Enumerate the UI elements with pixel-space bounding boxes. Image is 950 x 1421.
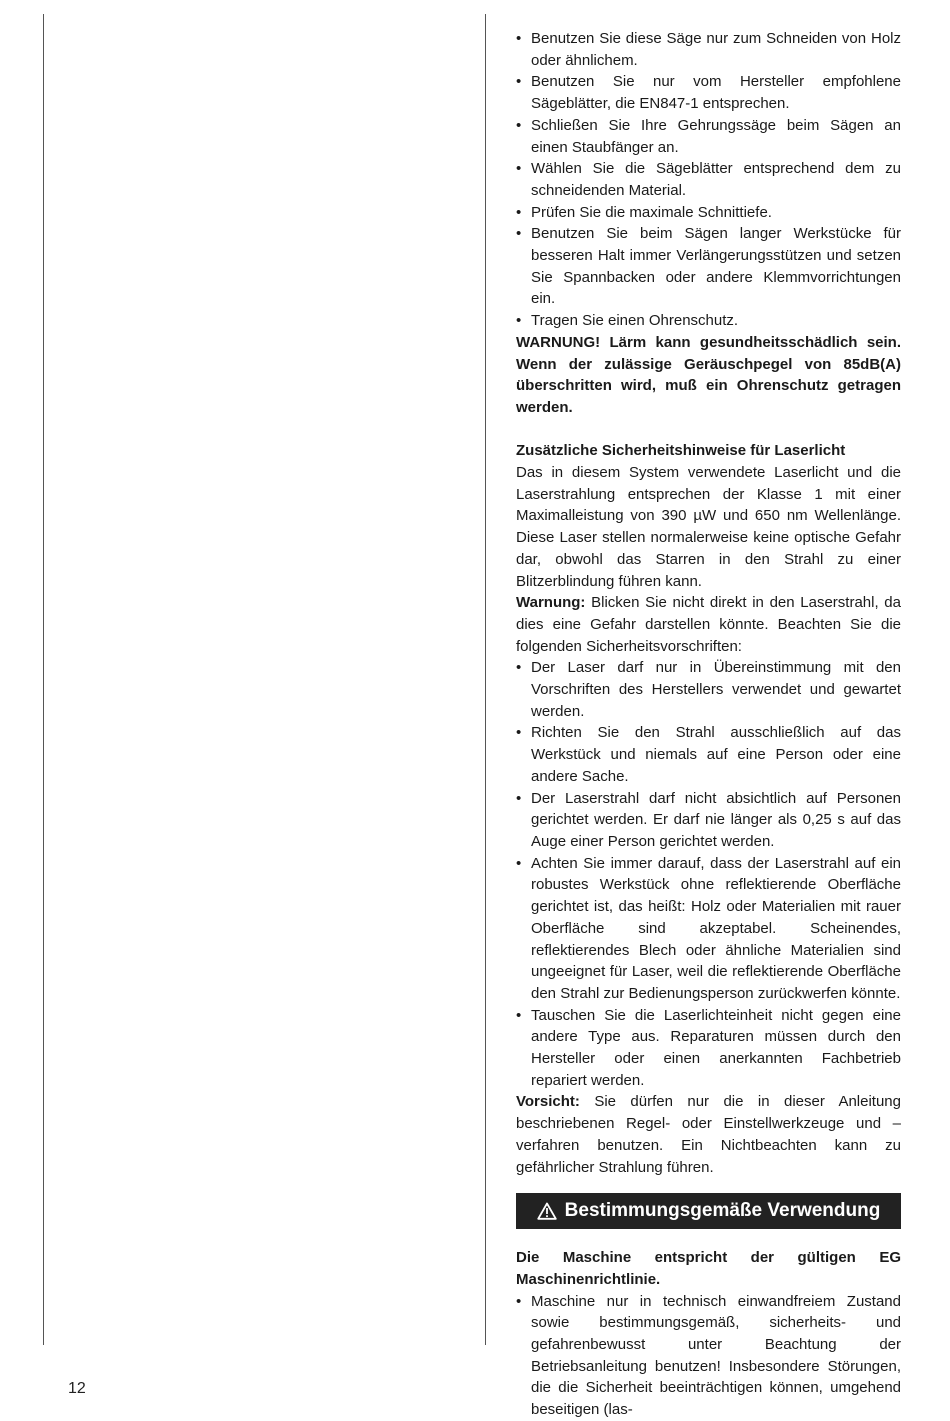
list-item: • Richten Sie den Strahl ausschließlich auf das Werkstück und niemals auf eine Person oder eine andere Sache.	[516, 722, 901, 787]
center-vertical-rule	[485, 14, 486, 1345]
safety-bullet-list	[516, 28, 901, 332]
caution-text: Sie dürfen nur die in dieser Anleitung beschriebenen Regel- oder Einstellwerkzeuge und –verfahren benutzen. Ein Nichtbeachten kann zu gefährlicher Strahlung führen.	[516, 1093, 901, 1176]
list-item: • Der Laserstrahl darf nicht absichtlich auf Personen gerichtet werden. Er darf nie länger als 0,25 s auf das Auge einer Person gerichtet werden.	[516, 788, 901, 853]
list-item: • Benutzen Sie beim Sägen langer Werkstücke für besseren Halt immer Verlängerungsstützen und setzen Sie Spannbacken oder andere Klemmvorrichtungen ein.	[516, 223, 901, 310]
left-vertical-rule	[43, 14, 44, 1345]
right-text-column	[516, 28, 901, 1421]
laser-caution-paragraph	[516, 1091, 901, 1178]
noise-warning: WARNUNG! Lärm kann gesundheitsschädlich sein. Wenn der zulässige Geräuschpegel von 85dB(A) überschritten wird, muß ein Ohrenschutz getragen werden.	[516, 333, 901, 416]
list-item: • Der Laser darf nur in Übereinstimmung mit den Vorschriften des Herstellers verwendet und gewartet werden.	[516, 657, 901, 722]
list-item: • Maschine nur in technisch einwandfreiem Zustand sowie bestimmungsgemäß, sicherheits- und gefahrenbewusst unter Beachtung der Betriebsanleitung benutzen! Insbesondere Störungen, die die Sicherheit beeinträchtigen können, umgehend beseitigen (las-	[516, 1291, 901, 1421]
warning-triangle-icon	[537, 1202, 557, 1220]
section-intro: Die Maschine entspricht der gültigen EG Maschinenrichtlinie.	[516, 1249, 901, 1288]
laser-rules-list	[516, 657, 901, 1091]
page-number: 12	[68, 1380, 86, 1397]
warning-text: Blicken Sie nicht direkt in den Laserstrahl, da dies eine Gefahr darstellen könnte. Beachten Sie die folgenden Sicherheitsvorschriften:	[516, 594, 901, 655]
list-item: • Tragen Sie einen Ohrenschutz.	[516, 310, 901, 332]
list-item: • Tauschen Sie die Laserlichteinheit nicht gegen eine andere Type aus. Reparaturen müssen durch den Hersteller oder einen anerkannten Fachbetrieb repariert werden.	[516, 1005, 901, 1092]
laser-warning-paragraph	[516, 592, 901, 657]
spacer	[516, 419, 901, 441]
list-item: • Benutzen Sie nur vom Hersteller empfohlene Sägeblätter, die EN847-1 entsprechen.	[516, 71, 901, 114]
caution-label: Vorsicht:	[516, 1093, 580, 1111]
section-title: Bestimmungsgemäße Verwendung	[564, 1200, 881, 1222]
laser-intro-paragraph: Das in diesem System verwendete Laserlicht und die Laserstrahlung entsprechen der Klasse 1 mit einer Maximalleistung von 390 µW und 650 nm Wellenlänge. Diese Laser stellen normalerweise keine optische Gefahr dar, obwohl das Starren in den Strahl zu einer Blitzerblindung führen kann.	[516, 464, 901, 590]
list-item: • Benutzen Sie diese Säge nur zum Schneiden von Holz oder ähnlichem.	[516, 28, 901, 71]
usage-bullet-list	[516, 1291, 901, 1421]
list-item: • Wählen Sie die Sägeblätter entsprechend dem zu schneidenden Material.	[516, 158, 901, 201]
warning-label: Warnung:	[516, 594, 586, 612]
laser-safety-heading: Zusätzliche Sicherheitshinweise für Laserlicht	[516, 442, 846, 460]
list-item: • Schließen Sie Ihre Gehrungssäge beim Sägen an einen Staubfänger an.	[516, 115, 901, 158]
list-item: • Achten Sie immer darauf, dass der Laserstrahl auf ein robustes Werkstück ohne reflektierende Oberfläche gerichtet ist, das heißt: Holz oder Materialien mit rauer Oberfläche sind akzeptabel. Scheinendes, reflektierendes Blech oder ähnliche Materialien sind ungeeignet für Laser, weil die reflektierende Oberfläche den Strahl zur Bedienungsperson zurückwerfen könnte.	[516, 853, 901, 1005]
list-item: • Prüfen Sie die maximale Schnittiefe.	[516, 202, 901, 224]
section-title-bar	[516, 1193, 901, 1229]
